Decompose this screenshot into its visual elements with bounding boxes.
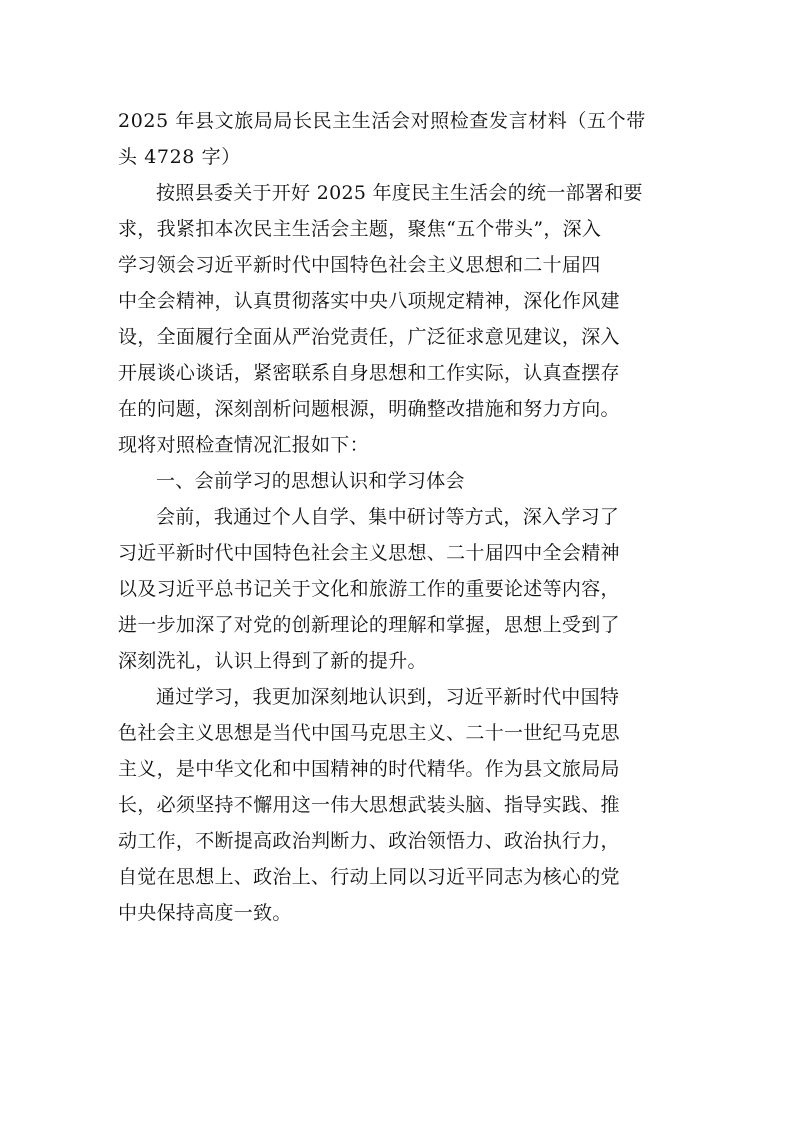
section-paragraph bbox=[118, 679, 683, 931]
paragraph-line: 设，全面履行全面从严治党责任，广泛征求意见建议，深入 bbox=[118, 326, 620, 348]
paragraph-line: 通过学习，我更加深刻地认识到，习近平新时代中国特 bbox=[156, 686, 620, 708]
paragraph-line: 现将对照检查情况汇报如下： bbox=[118, 434, 369, 456]
section-paragraph bbox=[118, 499, 683, 679]
document-body bbox=[118, 103, 683, 931]
paragraph-line: 动工作，不断提高政治判断力、政治领悟力、政治执行力， bbox=[118, 830, 620, 852]
paragraph-line: 进一步加深了对党的创新理论的理解和掌握，思想上受到了 bbox=[118, 614, 620, 636]
paragraph-line: 以及习近平总书记关于文化和旅游工作的重要论述等内容， bbox=[118, 578, 620, 600]
paragraph-line: 深刻洗礼，认识上得到了新的提升。 bbox=[118, 650, 427, 672]
paragraph-line: 主义，是中华文化和中国精神的时代精华。作为县文旅局局 bbox=[118, 758, 620, 780]
paragraph-line: 长，必须坚持不懈用这一伟大思想武装头脑、指导实践、推 bbox=[118, 794, 620, 816]
paragraph-line: 中全会精神，认真贯彻落实中央八项规定精神，深化作风建 bbox=[118, 290, 620, 312]
paragraph-line: 在的问题，深刻剖析问题根源，明确整改措施和努力方向。 bbox=[118, 398, 620, 420]
paragraph-line: 色社会主义思想是当代中国马克思主义、二十一世纪马克思 bbox=[118, 722, 620, 744]
paragraph-line: 开展谈心谈话，紧密联系自身思想和工作实际，认真查摆存 bbox=[118, 362, 620, 384]
intro-paragraph bbox=[118, 175, 683, 463]
paragraph-line: 会前，我通过个人自学、集中研讨等方式，深入学习了 bbox=[156, 506, 620, 528]
paragraph-line: 自觉在思想上、政治上、行动上同以习近平同志为核心的党 bbox=[118, 866, 620, 888]
paragraph-line: 习近平新时代中国特色社会主义思想、二十届四中全会精神 bbox=[118, 542, 620, 564]
document-title bbox=[118, 103, 683, 175]
title-line: 头 4728 字） bbox=[118, 146, 241, 168]
section-heading: 一、会前学习的思想认识和学习体会 bbox=[156, 470, 465, 492]
title-line: 2025 年县文旅局局长民主生活会对照检查发言材料（五个带 bbox=[118, 110, 646, 132]
paragraph-line: 中央保持高度一致。 bbox=[118, 902, 292, 924]
paragraph-line: 学习领会习近平新时代中国特色社会主义思想和二十届四 bbox=[118, 254, 601, 276]
paragraph-line: 按照县委关于开好 2025 年度民主生活会的统一部署和要 bbox=[156, 182, 643, 204]
paragraph-line: 求，我紧扣本次民主生活会主题，聚焦“五个带头”，深入 bbox=[118, 218, 602, 240]
